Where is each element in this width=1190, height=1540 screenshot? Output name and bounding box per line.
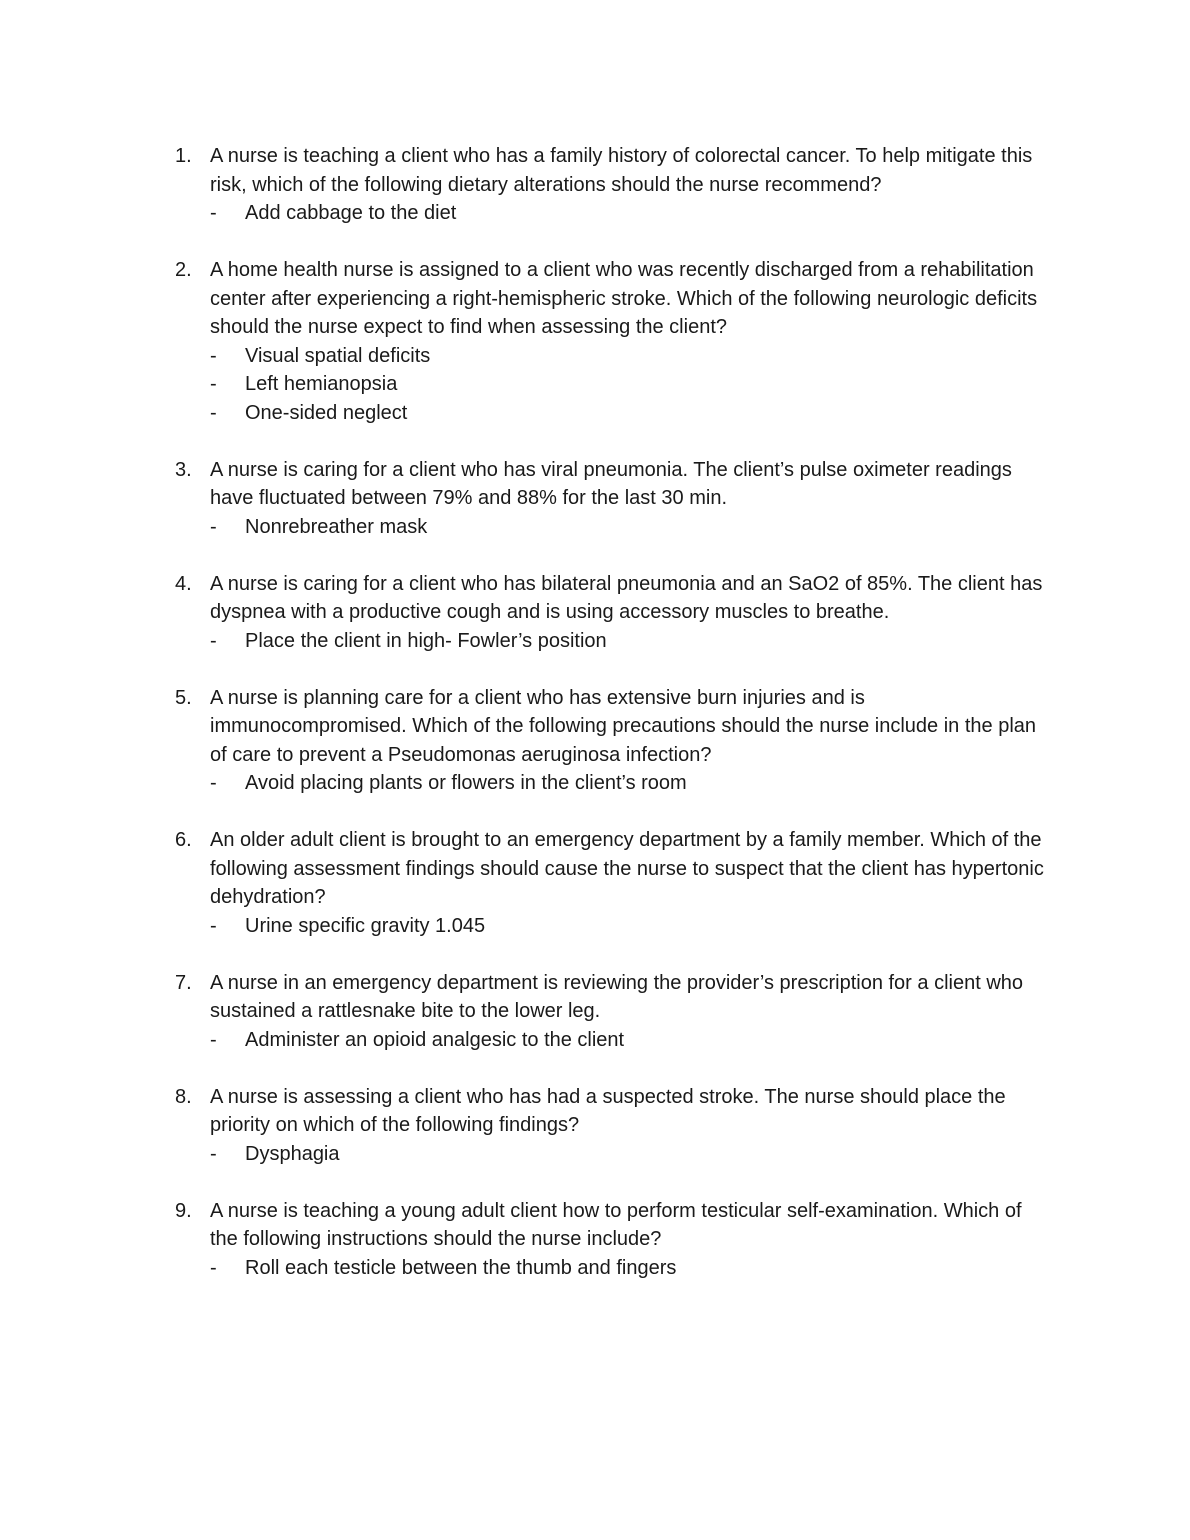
question-item <box>170 570 1050 656</box>
question-number: 6. <box>175 829 192 851</box>
answer-text: Dysphagia <box>245 1142 340 1165</box>
answer-list <box>210 627 1050 656</box>
question-item <box>170 826 1050 940</box>
question-text: A nurse is planning care for a client who has extensive burn injuries and is immunocompromised. Which of the following precautions should the nurse include in the plan of care to prevent a Pseudomonas aeruginosa infection? <box>210 686 1037 766</box>
dash-bullet: - <box>210 1142 217 1165</box>
question-item <box>170 969 1050 1055</box>
question-item <box>170 684 1050 798</box>
answer-list <box>210 199 1050 228</box>
answer-item <box>210 1254 1050 1283</box>
question-text: An older adult client is brought to an emergency department by a family member. Which of the following assessment findings should cause the nurse to suspect that the client has hypertonic dehydration? <box>210 829 1044 908</box>
question-text: A nurse is caring for a client who has viral pneumonia. The client’s pulse oximeter readings have fluctuated between 79% and 88% for the last 30 min. <box>210 458 1012 509</box>
answer-item <box>210 370 1050 399</box>
answer-text: Roll each testicle between the thumb and fingers <box>245 1256 677 1279</box>
answer-text: Avoid placing plants or flowers in the client’s room <box>245 772 687 794</box>
question-list <box>170 142 1050 1311</box>
answer-text: Visual spatial deficits <box>245 344 431 367</box>
question-text: A nurse in an emergency department is reviewing the provider’s prescription for a client who sustained a rattlesnake bite to the lower leg. <box>210 971 1024 1022</box>
answer-list <box>210 1140 1050 1169</box>
question-number: 9. <box>175 1199 192 1222</box>
question-text: A home health nurse is assigned to a client who was recently discharged from a rehabilitation center after experiencing a right-hemispheric stroke. Which of the following neurologic deficits should the nurse expect to find when assessing the client? <box>210 259 1038 338</box>
question-number: 5. <box>175 686 192 709</box>
question-number: 8. <box>175 1085 192 1108</box>
answer-item <box>210 1026 1050 1055</box>
answer-list <box>210 769 1050 798</box>
answer-item <box>210 627 1050 656</box>
answer-item <box>210 769 1050 798</box>
dash-bullet: - <box>210 772 217 794</box>
answer-list <box>210 342 1050 428</box>
question-item <box>170 1197 1050 1283</box>
answer-text: Left hemianopsia <box>245 373 398 395</box>
answer-list <box>210 1254 1050 1283</box>
answer-item <box>210 912 1050 941</box>
answer-list <box>210 1026 1050 1055</box>
dash-bullet: - <box>210 1256 217 1279</box>
answer-text: Administer an opioid analgesic to the client <box>245 1028 625 1051</box>
answer-text: Place the client in high- Fowler’s position <box>245 629 607 652</box>
answer-item <box>210 342 1050 371</box>
question-text: A nurse is assessing a client who has had a suspected stroke. The nurse should place the priority on which of the following findings? <box>210 1085 1006 1136</box>
answer-text: Urine specific gravity 1.045 <box>245 914 486 937</box>
dash-bullet: - <box>210 401 217 424</box>
answer-item <box>210 399 1050 428</box>
dash-bullet: - <box>210 914 217 937</box>
question-text: A nurse is teaching a young adult client how to perform testicular self-examination. Which of the following instructions should the nurse include? <box>210 1199 1022 1250</box>
dash-bullet: - <box>210 344 217 367</box>
dash-bullet: - <box>210 1028 217 1051</box>
question-item <box>170 1083 1050 1169</box>
question-number: 4. <box>175 572 192 595</box>
answer-item <box>210 1140 1050 1169</box>
answer-item <box>210 513 1050 542</box>
dash-bullet: - <box>210 373 217 395</box>
answer-text: One-sided neglect <box>245 401 408 424</box>
answer-item <box>210 199 1050 228</box>
answer-list <box>210 513 1050 542</box>
question-number: 2. <box>175 259 192 281</box>
answer-text: Nonrebreather mask <box>245 515 428 538</box>
question-text: A nurse is caring for a client who has bilateral pneumonia and an SaO2 of 85%. The client has dyspnea with a productive cough and is using accessory muscles to breathe. <box>210 572 1043 623</box>
question-item <box>170 456 1050 542</box>
question-number: 1. <box>175 145 192 167</box>
question-item <box>170 142 1050 228</box>
dash-bullet: - <box>210 629 217 652</box>
question-number: 3. <box>175 458 192 481</box>
question-number: 7. <box>175 971 192 994</box>
question-text: A nurse is teaching a client who has a family history of colorectal cancer. To help mitigate this risk, which of the following dietary alterations should the nurse recommend? <box>210 145 1033 196</box>
question-item <box>170 256 1050 427</box>
dash-bullet: - <box>210 515 217 538</box>
answer-text: Add cabbage to the diet <box>245 202 457 224</box>
answer-list <box>210 912 1050 941</box>
dash-bullet: - <box>210 202 217 224</box>
